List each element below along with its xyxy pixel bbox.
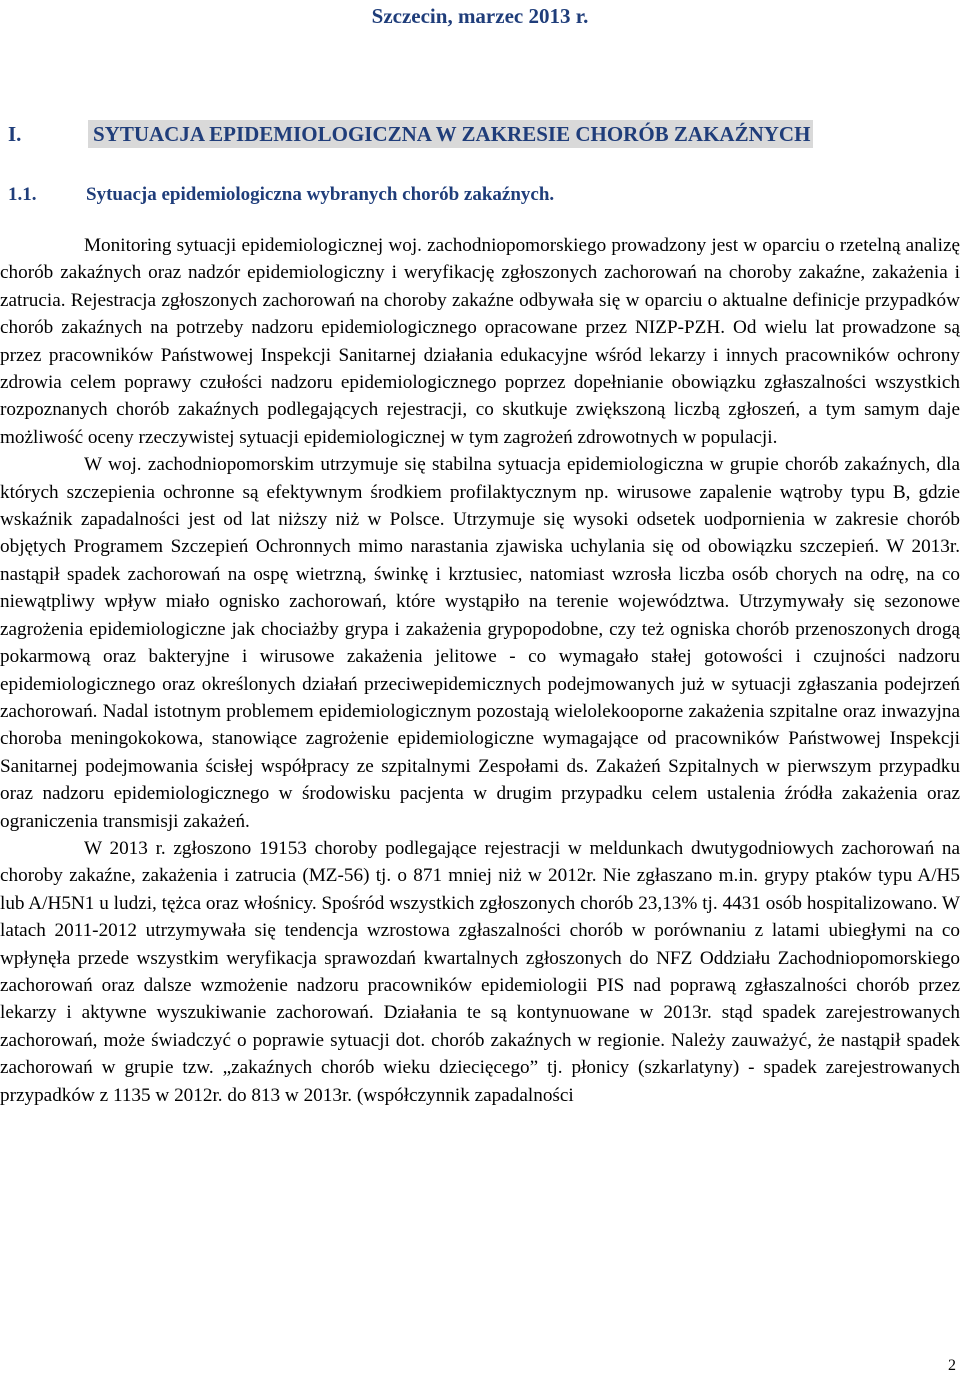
- paragraph-3-text: W 2013 r. zgłoszono 19153 choroby podlegające rejestracji w meldunkach dwutygodniowych zachorowań na choroby zakaźne, zakażenia i zatrucia (MZ-56) tj. o 871 mniej niż w 2012r. Nie zgłaszano m.in. grypy ptaków typu A/H5 lub A/H5N1 u ludzi, tężca oraz włośnicy. Spośród wszystkich zgłoszonych chorób 23,13% tj. 4431 osób hospitalizowano. W latach 2011-2012 utrzymywała się tendencja wzrostowa zgłaszalności chorób w porównaniu z latami ubiegłymi na co wpłynęła przede wszystkim weryfikacja sprawozdań kwartalnych zgłoszonych do NFZ Oddziału Zachodniopomorskiego zachorowań oraz dalsze wzmożenie nadzoru pracowników epidemiologii PIS nad poprawą zgłaszalności chorób przez lekarzy i aktywne wyszukiwanie zachorowań. Działania te są kontynuowane w 2013r. stąd spadek zarejestrowanych zachorowań, może świadczyć o poprawie sytuacji dot. chorób zakaźnych w regionie. Należy zauważyć, że nastąpił spadek zachorowań w grupie tzw. „zakaźnych chorób wieku dziecięcego” tj. płonicy (szkarlatyny) - spadek zarejestrowanych przypadków z 1135 w 2012r. do 813 w 2013r. (współczynnik zapadalności: [0, 837, 960, 1106]
- paragraph-2: [0, 451, 960, 835]
- paragraph-1: [0, 232, 960, 451]
- section-title: SYTUACJA EPIDEMIOLOGICZNA W ZAKRESIE CHORÓB ZAKAŹNYCH: [88, 120, 813, 148]
- subsection-number: 1.1.: [8, 184, 37, 205]
- section-heading: [8, 120, 920, 148]
- paragraph-1-text: Monitoring sytuacji epidemiologicznej woj. zachodniopomorskiego prowadzony jest w oparciu o rzetelną analizę chorób zakaźnych oraz nadzór epidemiologiczny i weryfikację zgłoszonych zachorowań na choroby zakaźne, zakażenia i zatrucia. Rejestracja zgłoszonych zachorowań na choroby zakaźne odbywała się w oparciu o aktualne definicje przypadków chorób zakaźnych na potrzeby nadzoru epidemiologicznego opracowane przez NIZP-PZH. Od wielu lat prowadzone są przez pracowników Państwowej Inspekcji Sanitarnej działania edukacyjne wśród lekarzy i innych pracowników ochrony zdrowia celem poprawy czułości nadzoru epidemiologicznego poprzez dopełnianie obowiązku zgłaszalności wszystkich rozpoznanych chorób zakaźnych podlegających rejestracji, co skutkuje zwiększoną liczbą zgłoszeń, a tym samym daje możliwość oceny rzeczywistej sytuacji epidemiologicznej w tym zagrożeń zdrowotnych w populacji.: [0, 235, 960, 448]
- page-number: 2: [948, 1357, 956, 1374]
- document-body: [0, 232, 960, 1109]
- paragraph-2-text: W woj. zachodniopomorskim utrzymuje się stabilna sytuacja epidemiologiczna w grupie chorób zakaźnych, dla których szczepienia ochronne są efektywnym środkiem profilaktycznym np. wirusowe zapalenie wątroby typu B, gdzie wskaźnik zapadalności jest od lat niższy niż w Polsce. Utrzymuje się wysoki odsetek uodpornienia w zakresie chorób objętych Programem Szczepień Ochronnych mimo narastania zjawiska uchylania się od obowiązku szczepień. W 2013r. nastąpił spadek zachorowań na ospę wietrzną, świnkę i krztusiec, natomiast wzrosła liczba osób chorych na odrę, na co niewątpliwy wpływ miało ognisko zachorowań, które wystąpiło na terenie województwa. Utrzymywały się sezonowe zagrożenia epidemiologiczne jak chociażby grypa i zakażenia grypopodobne, czy też ogniska chorób przenoszonych drogą pokarmową oraz bakteryjne i wirusowe zakażenia jelitowe - co wymagało stałej gotowości i czujności nadzoru epidemiologicznego oraz określonych działań przeciwepidemicznych podejmowanych już w sytuacji zgłaszania podejrzeń zachorowań. Nadal istotnym problemem epidemiologicznym pozostają wielolekooporne zakażenia szpitalne oraz inwazyjna choroba meningokokowa, stanowiące zagrożenie epidemiologiczne wymagające od pracowników Państwowej Inspekcji Sanitarnej podejmowania ścisłej współpracy ze szpitalnymi Zespołami ds. Zakażeń Szpitalnych w pierwszym przypadku oraz nadzoru epidemiologicznego w środowisku pacjenta w drugim przypadku celem ustalenia źródła zakażenia oraz ograniczenia transmisji zakażeń.: [0, 454, 960, 832]
- subsection-title: Sytuacja epidemiologiczna wybranych chorób zakaźnych.: [86, 184, 555, 205]
- paragraph-3: [0, 835, 960, 1109]
- document-place-date: Szczecin, marzec 2013 r.: [371, 4, 589, 28]
- section-number: I.: [8, 122, 22, 146]
